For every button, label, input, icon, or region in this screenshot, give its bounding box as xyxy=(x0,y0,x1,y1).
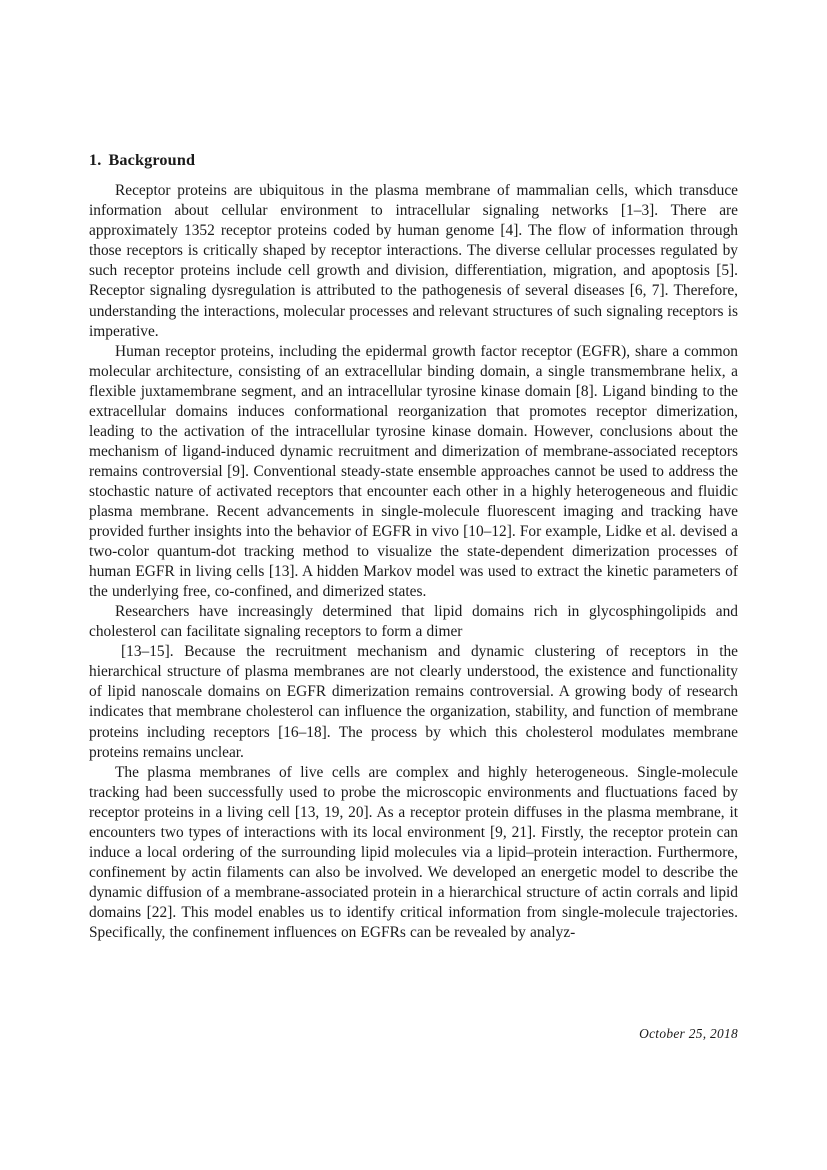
paragraph-background-intro: Receptor proteins are ubiquitous in the plasma membrane of mammalian cells, which transduce information about cellular environment to intracellular signaling networks [1–3]. There are approximately 1352 receptor proteins coded by human genome [4]. The flow of information through those receptors is critically shaped by receptor interactions. The diverse cellular processes regulated by such receptor proteins include cell growth and division, differentiation, migration, and apoptosis [5]. Receptor signaling dysregulation is attributed to the pathogenesis of several diseases [6, 7]. Therefore, understanding the interactions, molecular processes and relevant structures of such signaling receptors is imperative. xyxy=(89,182,738,340)
paragraph-receptor-architecture: Human receptor proteins, including the epidermal growth factor receptor (EGFR), share a common molecular architecture, consisting of an extracellular binding domain, a single transmembrane helix, a flexible juxtamembrane segment, and an intracellular tyrosine kinase domain [8]. Ligand binding to the extracellular domains induces conformational reorganization that promotes receptor dimerization, leading to the activation of the intracellular tyrosine kinase domain. However, conclusions about the mechanism of ligand-induced dynamic recruitment and dimerization of membrane-associated receptors remains controversial [9]. Conventional steady-state ensemble approaches cannot be used to address the stochastic nature of activated receptors that encounter each other in a highly heterogeneous and fluidic plasma membrane. Recent advancements in single-molecule fluorescent imaging and tracking have provided further insights into the behavior of EGFR in vivo [10–12]. For example, Lidke et al. devised a two-color quantum-dot tracking method to visualize the state-dependent dimerization processes of human EGFR in living cells [13]. A hidden Markov model was used to extract the kinetic parameters of the underlying free, co-confined, and dimerized states. xyxy=(89,342,738,601)
page-content-column xyxy=(89,150,738,943)
section-number: 1. xyxy=(89,151,102,169)
section-title: Background xyxy=(108,151,196,169)
paragraph-plasma-membrane-heterogeneity: The plasma membranes of live cells are complex and highly heterogeneous. Single-molecule tracking had been successfully used to probe the microscopic environments and fluctuations faced by receptor proteins in a living cell [13, 19, 20]. As a receptor protein diffuses in the plasma membrane, it encounters two types of interactions with its local environment [9, 21]. Firstly, the receptor protein can induce a local ordering of the surrounding lipid molecules via a lipid–protein interaction. Furthermore, confinement by actin filaments can also be involved. We developed an energetic model to describe the dynamic diffusion of a membrane-associated protein in a hierarchical structure of actin corrals and lipid domains [22]. This model enables us to identify critical information from single-molecule trajectories. Specifically, the confinement influences on EGFRs can be revealed by analyz- xyxy=(89,763,738,941)
paragraph-recruitment-mechanism: [13–15]. Because the recruitment mechanism and dynamic clustering of receptors in the hierarchical structure of plasma membranes are not clearly understood, the existence and functionality of lipid nanoscale domains on EGFR dimerization remains controversial. A growing body of research indicates that membrane cholesterol can influence the organization, stability, and function of membrane proteins including receptors [16–18]. The process by which this cholesterol modulates membrane proteins remains unclear. xyxy=(89,643,738,761)
paragraph-lipid-domains: Researchers have increasingly determined that lipid domains rich in glycosphingolipids and cholesterol can facilitate signaling receptors to form a dimer xyxy=(89,603,738,641)
footer-date: October 25, 2018 xyxy=(639,1026,738,1041)
section-heading xyxy=(89,150,738,170)
